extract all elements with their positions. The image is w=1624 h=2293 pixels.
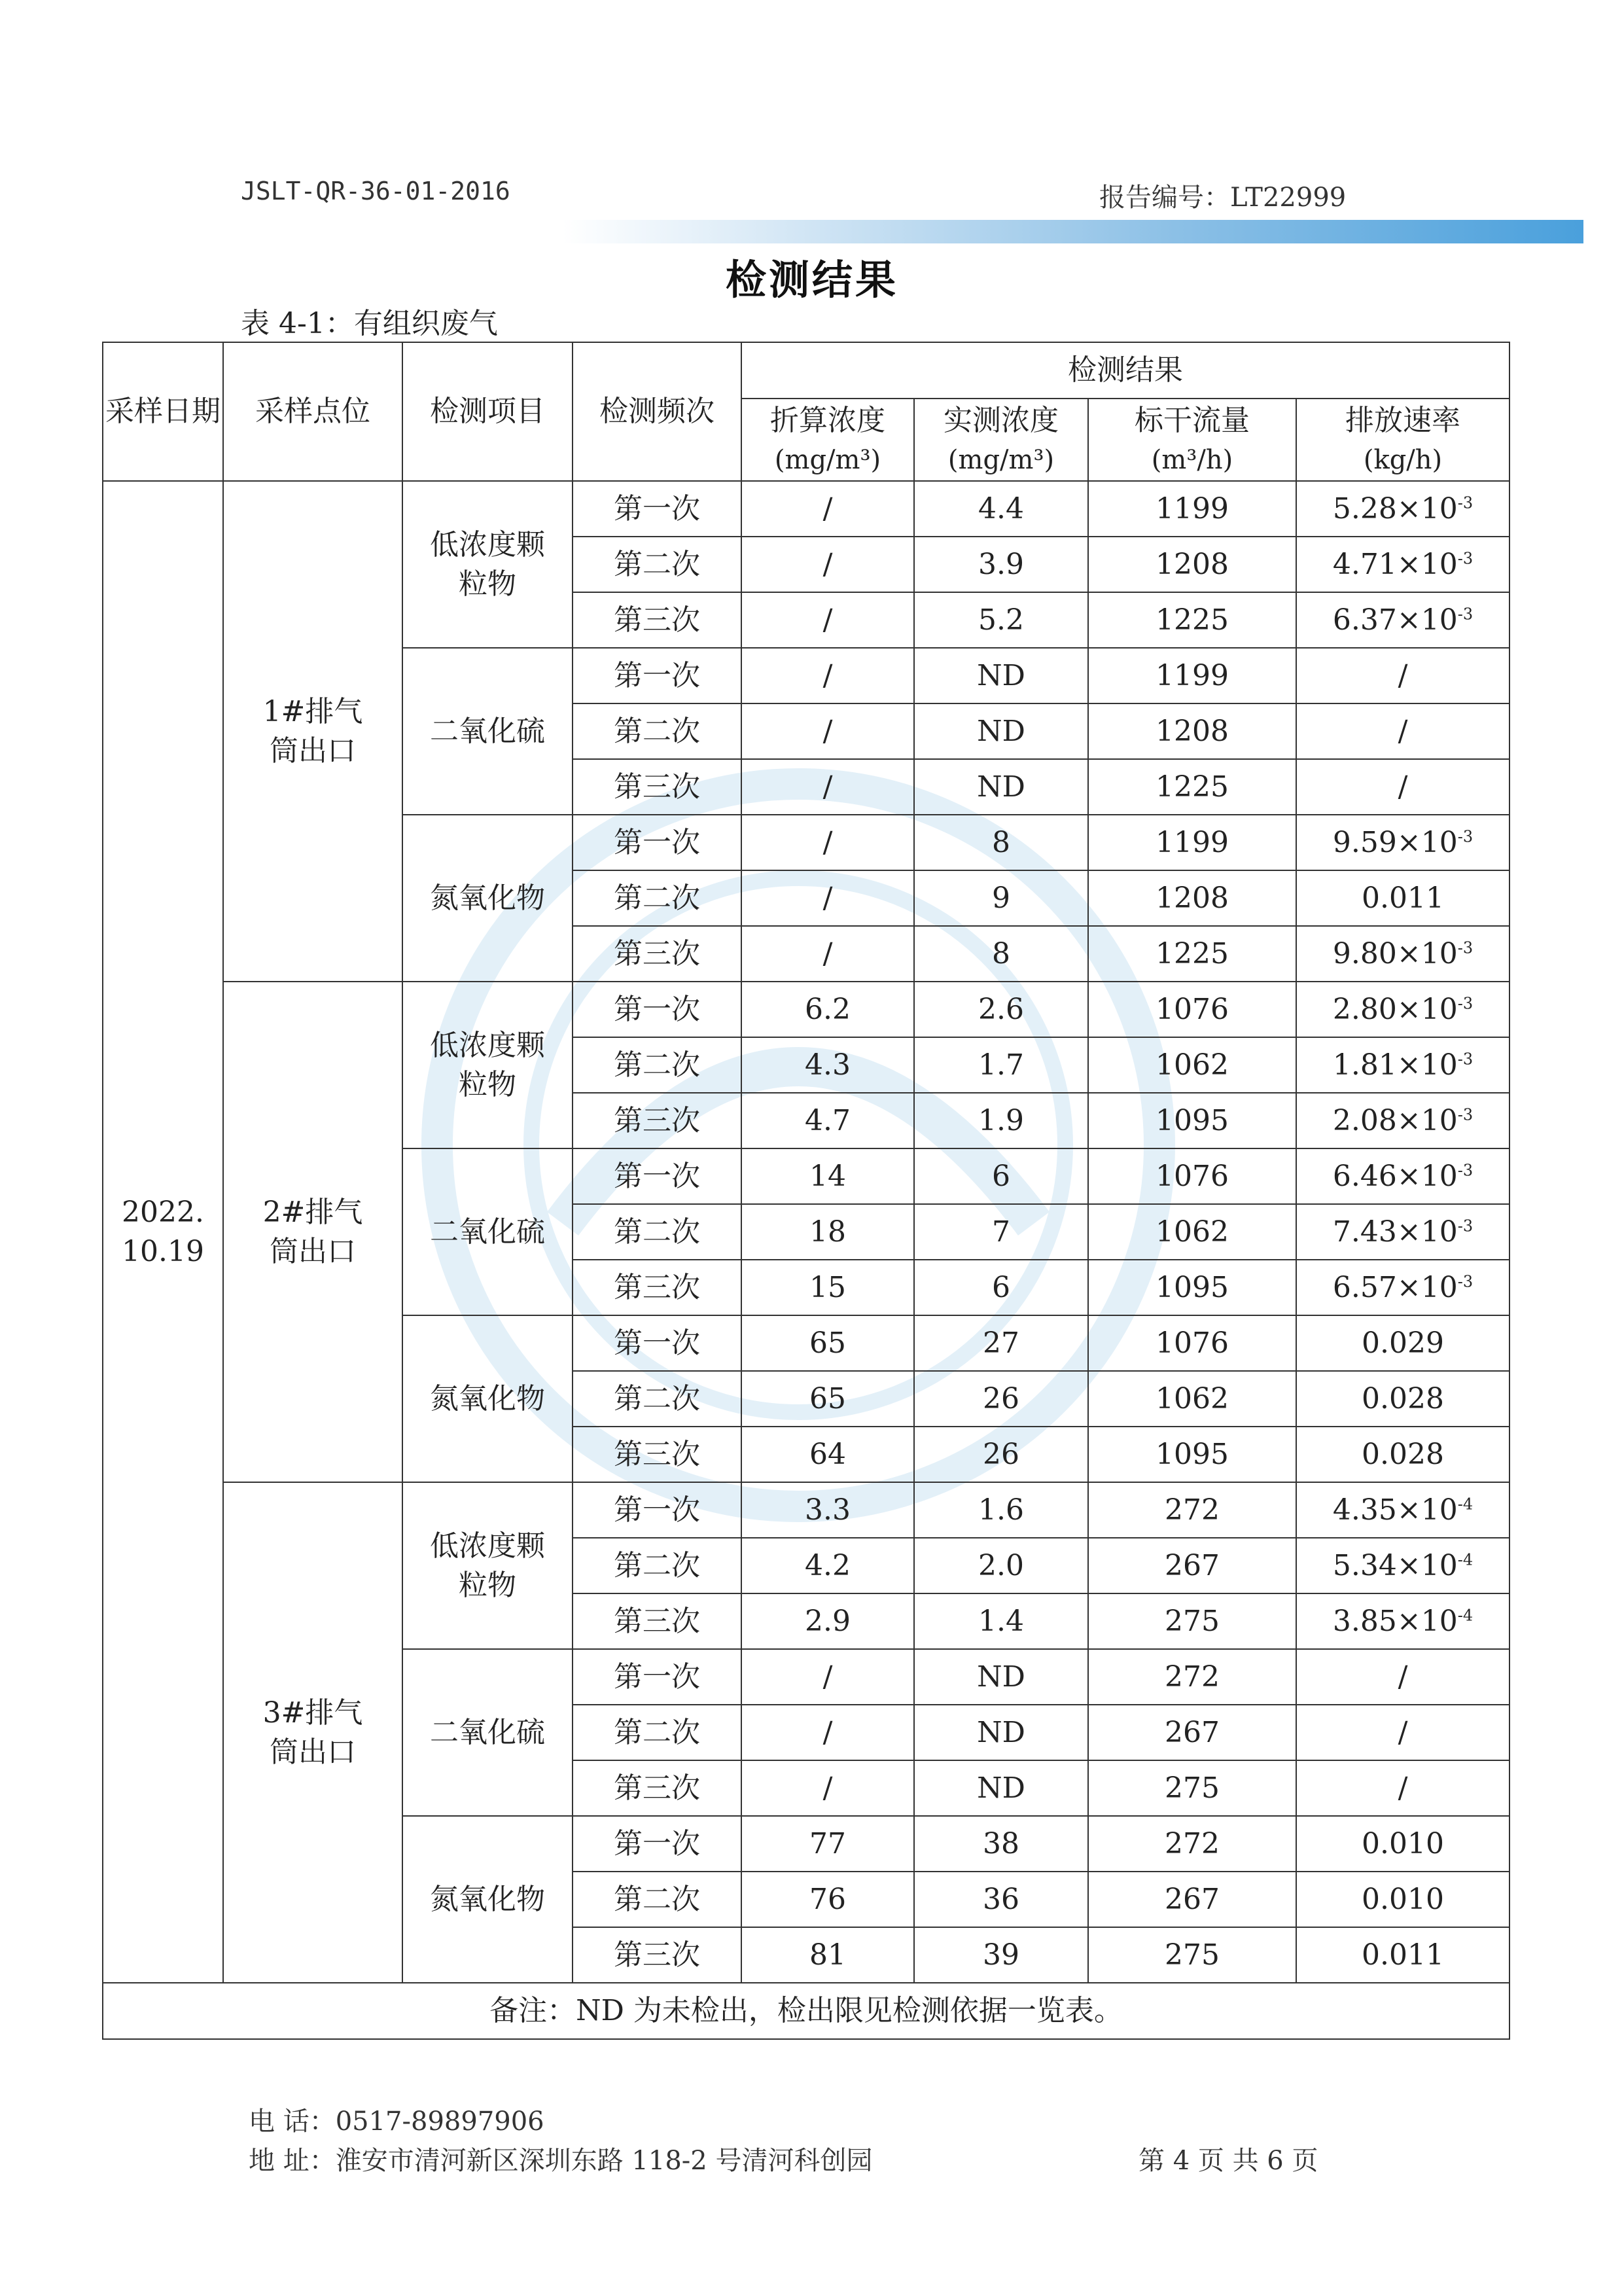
test-frequency: 第二次 [573,1371,741,1427]
measured-concentration: 8 [914,815,1088,870]
test-frequency: 第二次 [573,1705,741,1760]
standard-dry-flow: 1076 [1088,1148,1296,1204]
converted-concentration: 81 [741,1927,914,1983]
test-frequency: 第一次 [573,815,741,870]
standard-dry-flow: 272 [1088,1649,1296,1705]
measured-concentration: 36 [914,1872,1088,1927]
test-frequency: 第一次 [573,648,741,703]
converted-concentration: 4.7 [741,1093,914,1148]
test-frequency: 第三次 [573,1260,741,1315]
standard-dry-flow: 1062 [1088,1037,1296,1093]
test-frequency: 第三次 [573,1760,741,1816]
converted-concentration: 15 [741,1260,914,1315]
emission-rate: $1.81\times 10^{-3}$ [1296,1037,1509,1093]
test-item: 二氧化硫 [402,1649,573,1816]
converted-concentration: 65 [741,1371,914,1427]
converted-concentration: / [741,1760,914,1816]
converted-concentration: 4.2 [741,1538,914,1593]
header-flow: 标干流量 (m³/h) [1088,399,1296,481]
form-code: JSLT-QR-36-01-2016 [241,177,510,205]
converted-concentration: 76 [741,1872,914,1927]
test-frequency: 第二次 [573,703,741,759]
emission-rate: $5.34\times 10^{-4}$ [1296,1538,1509,1593]
sampling-date: 2022.10.19 [103,481,223,1983]
emission-rate: $4.35\times 10^{-4}$ [1296,1482,1509,1538]
test-item: 低浓度颗粒物 [402,481,573,648]
standard-dry-flow: 1199 [1088,648,1296,703]
standard-dry-flow: 1095 [1088,1427,1296,1482]
header-emission-rate: 排放速率 (kg/h) [1296,399,1509,481]
footer-address: 地 址：淮安市清河新区深圳东路 118-2 号清河科创园 [249,2146,873,2176]
test-item: 氮氧化物 [402,815,573,982]
measured-concentration: ND [914,759,1088,815]
emission-rate: / [1296,759,1509,815]
header-measured-conc: 实测浓度 (mg/m³) [914,399,1088,481]
converted-concentration: 14 [741,1148,914,1204]
emission-rate: $2.80\times 10^{-3}$ [1296,982,1509,1037]
measured-concentration: 3.9 [914,537,1088,592]
emission-rate: $2.08\times 10^{-3}$ [1296,1093,1509,1148]
test-frequency: 第二次 [573,1872,741,1927]
converted-concentration: 18 [741,1204,914,1260]
exponent: -3 [1457,493,1474,512]
footer-page-number: 第 4 页 共 6 页 [1139,2146,1318,2176]
exponent: -3 [1457,1161,1474,1180]
footer-phone: 电 话：0517-89897906 [249,2106,544,2137]
measured-concentration: 7 [914,1204,1088,1260]
standard-dry-flow: 272 [1088,1816,1296,1872]
converted-concentration: / [741,870,914,926]
converted-concentration: / [741,926,914,982]
table-row [103,982,1509,1037]
measured-concentration: 1.7 [914,1037,1088,1093]
emission-rate: 0.010 [1296,1816,1509,1872]
test-frequency: 第一次 [573,1148,741,1204]
emission-rate: $6.57\times 10^{-3}$ [1296,1260,1509,1315]
converted-concentration: / [741,1705,914,1760]
measured-concentration: 6 [914,1148,1088,1204]
test-frequency: 第二次 [573,1037,741,1093]
sampling-point: 2#排气筒出口 [223,982,402,1482]
exponent: -3 [1457,1217,1474,1235]
emission-rate: $9.59\times 10^{-3}$ [1296,815,1509,870]
exponent: -3 [1457,827,1474,846]
measured-concentration: 4.4 [914,481,1088,537]
exponent: -3 [1457,1272,1474,1291]
test-frequency: 第二次 [573,1538,741,1593]
standard-dry-flow: 1225 [1088,592,1296,648]
emission-rate: $6.37\times 10^{-3}$ [1296,592,1509,648]
header-item: 检测项目 [402,342,573,481]
exponent: -3 [1457,1050,1474,1069]
test-frequency: 第二次 [573,1204,741,1260]
measured-concentration: 1.4 [914,1593,1088,1649]
test-frequency: 第一次 [573,481,741,537]
standard-dry-flow: 1062 [1088,1371,1296,1427]
header-date: 采样日期 [103,342,223,481]
table-caption: 表 4-1：有组织废气 [241,307,498,340]
test-frequency: 第一次 [573,1315,741,1371]
emission-rate: $9.80\times 10^{-3}$ [1296,926,1509,982]
measured-concentration: ND [914,1649,1088,1705]
standard-dry-flow: 275 [1088,1927,1296,1983]
emission-rate: 0.011 [1296,870,1509,926]
standard-dry-flow: 267 [1088,1705,1296,1760]
emission-rate: / [1296,1649,1509,1705]
test-frequency: 第三次 [573,759,741,815]
converted-concentration: / [741,815,914,870]
header-converted-conc: 折算浓度 (mg/m³) [741,399,914,481]
standard-dry-flow: 267 [1088,1538,1296,1593]
standard-dry-flow: 1199 [1088,815,1296,870]
emission-rate: $6.46\times 10^{-3}$ [1296,1148,1509,1204]
exponent: -3 [1457,1105,1474,1124]
measured-concentration: 39 [914,1927,1088,1983]
converted-concentration: 65 [741,1315,914,1371]
standard-dry-flow: 275 [1088,1593,1296,1649]
standard-dry-flow: 275 [1088,1760,1296,1816]
test-item: 低浓度颗粒物 [402,982,573,1148]
measured-concentration: 1.6 [914,1482,1088,1538]
measured-concentration: 5.2 [914,592,1088,648]
exponent: -3 [1457,549,1474,568]
measured-concentration: 2.0 [914,1538,1088,1593]
test-item: 二氧化硫 [402,648,573,815]
sampling-point: 3#排气筒出口 [223,1482,402,1983]
measured-concentration: 1.9 [914,1093,1088,1148]
converted-concentration: 3.3 [741,1482,914,1538]
test-frequency: 第三次 [573,926,741,982]
standard-dry-flow: 272 [1088,1482,1296,1538]
converted-concentration: 6.2 [741,982,914,1037]
converted-concentration: 77 [741,1816,914,1872]
report-number: 报告编号：LT22999 [1099,183,1347,213]
emission-rate: 0.010 [1296,1872,1509,1927]
standard-dry-flow: 1225 [1088,759,1296,815]
emission-rate: 0.011 [1296,1927,1509,1983]
test-item: 低浓度颗粒物 [402,1482,573,1649]
measured-concentration: 8 [914,926,1088,982]
emission-rate: 0.028 [1296,1371,1509,1427]
emission-rate: 0.028 [1296,1427,1509,1482]
sampling-point: 1#排气筒出口 [223,481,402,982]
measured-concentration: ND [914,1760,1088,1816]
converted-concentration: / [741,1649,914,1705]
converted-concentration: / [741,592,914,648]
test-frequency: 第一次 [573,982,741,1037]
test-frequency: 第三次 [573,1093,741,1148]
converted-concentration: / [741,537,914,592]
standard-dry-flow: 1095 [1088,1093,1296,1148]
standard-dry-flow: 1225 [1088,926,1296,982]
page-title: 检测结果 [725,256,898,304]
header-frequency: 检测频次 [573,342,741,481]
standard-dry-flow: 1199 [1088,481,1296,537]
exponent: -4 [1457,1550,1474,1569]
emission-rate: $5.28\times 10^{-3}$ [1296,481,1509,537]
converted-concentration: 2.9 [741,1593,914,1649]
exponent: -3 [1457,605,1474,624]
measured-concentration: 9 [914,870,1088,926]
measured-concentration: 26 [914,1371,1088,1427]
measured-concentration: ND [914,648,1088,703]
converted-concentration: / [741,759,914,815]
test-frequency: 第三次 [573,1427,741,1482]
emission-rate: / [1296,648,1509,703]
standard-dry-flow: 1208 [1088,537,1296,592]
test-frequency: 第二次 [573,537,741,592]
measured-concentration: 2.6 [914,982,1088,1037]
emission-rate: 0.029 [1296,1315,1509,1371]
standard-dry-flow: 1208 [1088,703,1296,759]
emission-rate: / [1296,1705,1509,1760]
standard-dry-flow: 1208 [1088,870,1296,926]
measured-concentration: 26 [914,1427,1088,1482]
standard-dry-flow: 1095 [1088,1260,1296,1315]
converted-concentration: / [741,703,914,759]
standard-dry-flow: 1062 [1088,1204,1296,1260]
emission-rate: / [1296,703,1509,759]
measured-concentration: ND [914,1705,1088,1760]
emission-rate: $3.85\times 10^{-4}$ [1296,1593,1509,1649]
table-note: 备注：ND 为未检出，检出限见检测依据一览表。 [103,1983,1509,2039]
test-item: 氮氧化物 [402,1816,573,1983]
emission-rate: $7.43\times 10^{-3}$ [1296,1204,1509,1260]
results-table [102,342,1510,2040]
measured-concentration: 27 [914,1315,1088,1371]
header-point: 采样点位 [223,342,402,481]
table-row [103,1482,1509,1538]
exponent: -4 [1457,1495,1474,1514]
test-frequency: 第三次 [573,1927,741,1983]
exponent: -4 [1457,1606,1474,1625]
exponent: -3 [1457,994,1474,1013]
test-frequency: 第一次 [573,1649,741,1705]
emission-rate: / [1296,1760,1509,1816]
header-color-band [563,220,1583,243]
test-item: 氮氧化物 [402,1315,573,1482]
converted-concentration: 64 [741,1427,914,1482]
converted-concentration: 4.3 [741,1037,914,1093]
measured-concentration: ND [914,703,1088,759]
test-frequency: 第一次 [573,1816,741,1872]
standard-dry-flow: 1076 [1088,1315,1296,1371]
standard-dry-flow: 267 [1088,1872,1296,1927]
converted-concentration: / [741,481,914,537]
table-row [103,481,1509,537]
test-frequency: 第一次 [573,1482,741,1538]
emission-rate: $4.71\times 10^{-3}$ [1296,537,1509,592]
exponent: -3 [1457,938,1474,957]
standard-dry-flow: 1076 [1088,982,1296,1037]
test-item: 二氧化硫 [402,1148,573,1315]
test-frequency: 第二次 [573,870,741,926]
measured-concentration: 6 [914,1260,1088,1315]
test-frequency: 第三次 [573,1593,741,1649]
test-frequency: 第三次 [573,592,741,648]
measured-concentration: 38 [914,1816,1088,1872]
converted-concentration: / [741,648,914,703]
header-results: 检测结果 [741,342,1509,399]
